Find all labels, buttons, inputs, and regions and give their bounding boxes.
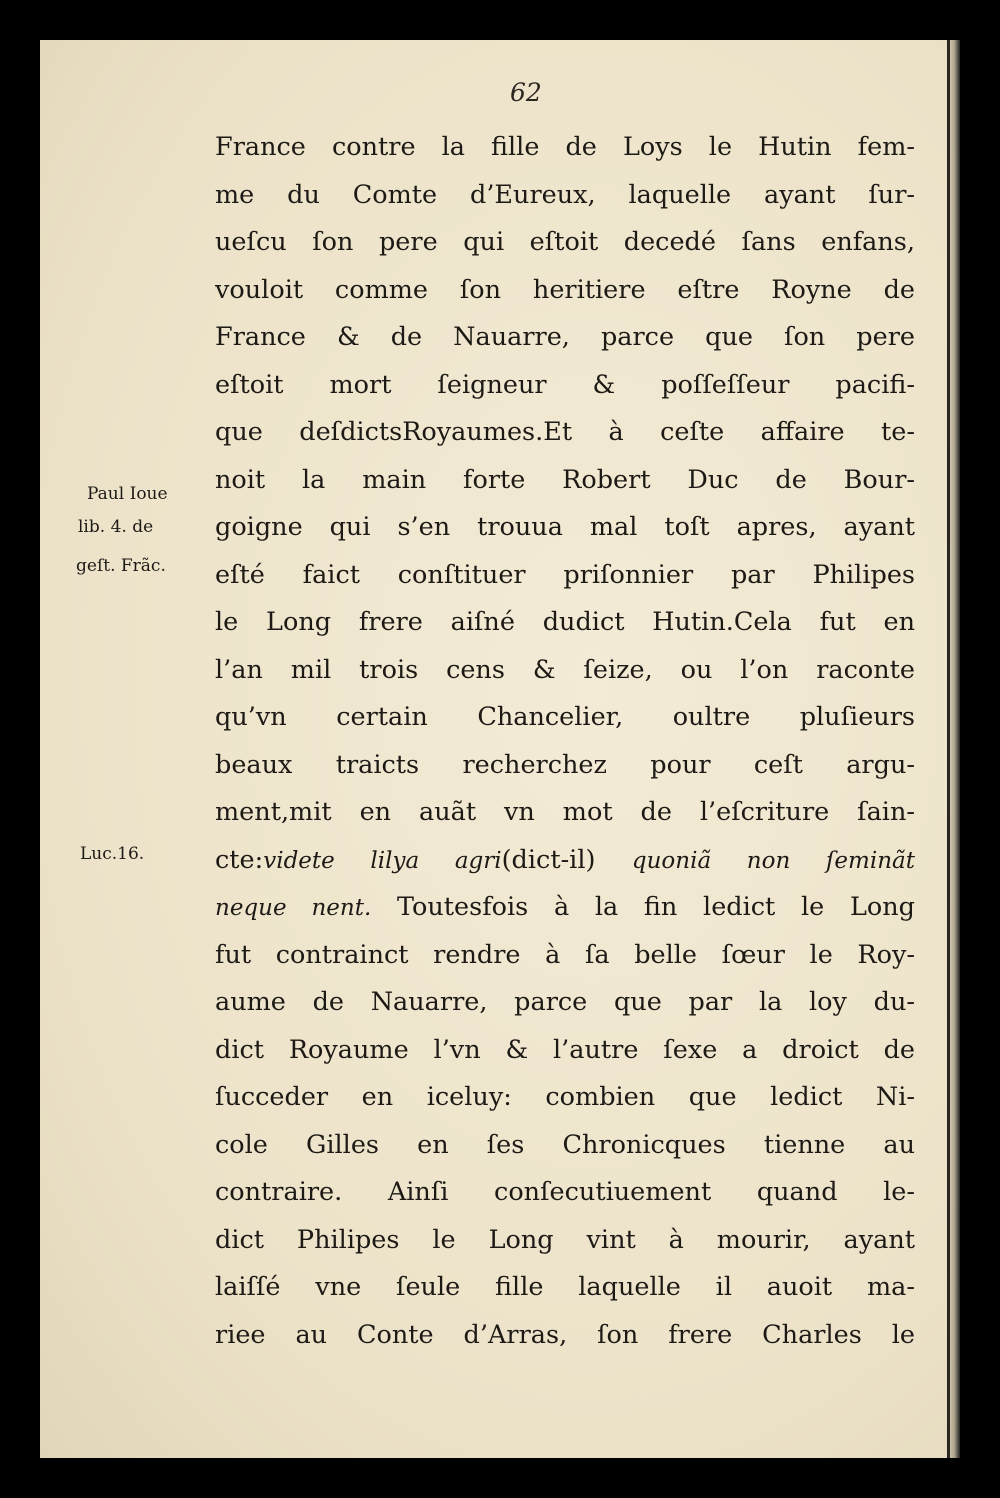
text-line: dict Philipes le Long vint à mourir, ayant	[215, 1224, 915, 1255]
text-segment: (dict-il)	[501, 844, 632, 875]
text-line: aume de Nauarre, parce que par la loy du-	[215, 987, 915, 1017]
text-line: eſté faict conſtituer priſonnier par Philipes	[215, 559, 915, 590]
text-line: qu’vn certain Chancelier, oultre pluſieurs	[215, 702, 915, 732]
marginal-note-paul-ioue: Paul Ioue	[87, 484, 168, 504]
text-line: le Long frere aiſné dudict Hutin.Cela fut en	[215, 607, 915, 637]
text-line-with-latin	[215, 884, 915, 932]
text-line: ueſcu ſon pere qui eſtoit decedé ſans enfans,	[215, 227, 915, 257]
text-line: l’an mil trois cens & ſeize, ou l’on raconte	[215, 654, 915, 685]
text-segment: Toutesfois à la fin ledict le Long	[371, 892, 915, 922]
binding-edge	[947, 40, 950, 1458]
text-segment: cte:	[215, 844, 264, 875]
text-line: vouloit comme ſon heritiere eſtre Royne de	[215, 274, 915, 305]
text-line: que deſdictsRoyaumes.Et à ceſte affaire te-	[215, 417, 915, 447]
text-line: dict Royaume l’vn & l’autre ſexe a droict de	[215, 1034, 915, 1065]
text-line: France & de Nauarre, parce que ſon pere	[215, 322, 915, 352]
text-line: ment,mit en auãt vn mot de l’eſcriture ſain-	[215, 797, 915, 827]
text-line: eſtoit mort ſeigneur & poſſeſſeur pacifi-	[215, 369, 915, 400]
marginal-note-luc: Luc.16.	[80, 844, 145, 864]
text-line: goigne qui s’en trouua mal toſt apres, ayant	[215, 512, 915, 542]
text-line: cole Gilles en ſes Chronicques tienne au	[215, 1129, 915, 1160]
text-line: riee au Conte d’Arras, ſon frere Charles le	[215, 1319, 915, 1350]
body-text	[215, 124, 915, 1359]
marginal-note-gest: geſt. Frãc.	[76, 556, 166, 576]
text-line-with-latin	[215, 837, 915, 885]
text-line: noit la main forte Robert Duc de Bour-	[215, 464, 915, 495]
latin-quote: quoniã non ſeminãt	[631, 847, 915, 874]
page-number: 62	[510, 78, 542, 107]
book-page	[40, 40, 960, 1458]
text-line: beaux traicts recherchez pour ceſt argu-	[215, 749, 915, 780]
text-line: fut contrainct rendre à ſa belle ſœur le Roy-	[215, 939, 915, 970]
text-line: France contre la fille de Loys le Hutin fem-	[215, 132, 915, 162]
marginal-note-lib: lib. 4. de	[78, 517, 154, 537]
latin-quote: videte lilya agri	[263, 847, 502, 874]
text-line: me du Comte d’Eureux, laquelle ayant ſur-	[215, 179, 915, 210]
text-line: laiſſé vne ſeule fille laquelle il auoit ma-	[215, 1272, 915, 1302]
text-line: contraire. Ainſi conſecutiuement quand le-	[215, 1177, 915, 1207]
text-line: ſucceder en iceluy: combien que ledict Ni-	[215, 1082, 915, 1112]
latin-quote: neque nent.	[215, 895, 372, 921]
